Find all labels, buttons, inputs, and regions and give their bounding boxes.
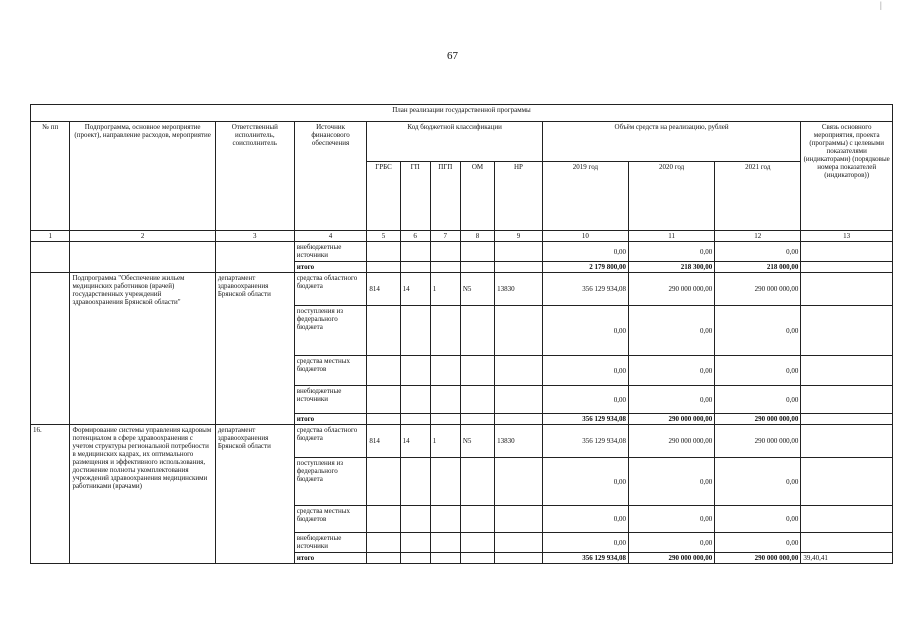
source-cell: средства местных бюджетов xyxy=(294,506,367,533)
value-cell: 0,00 xyxy=(629,386,715,414)
value-cell: 218 000,00 xyxy=(715,262,801,273)
value-cell: 0,00 xyxy=(542,386,628,414)
value-cell: 0,00 xyxy=(715,356,801,386)
table-row xyxy=(31,242,893,262)
value-cell: 0,00 xyxy=(542,306,628,356)
value-cell: 0,00 xyxy=(629,533,715,553)
kbk-gp: 14 xyxy=(400,425,430,458)
row-number: 16. xyxy=(31,425,70,564)
value-cell: 0,00 xyxy=(542,506,628,533)
header-om: ОМ xyxy=(460,162,494,231)
program-plan-table xyxy=(30,104,893,564)
table-row xyxy=(31,425,893,458)
value-cell: 290 000 000,00 xyxy=(629,425,715,458)
header-subprogram: Подпрограмма, основное мероприятие (проект), направление расходов, мероприятие xyxy=(70,122,215,231)
source-cell: средства областного бюджета xyxy=(294,273,367,306)
value-cell: 0,00 xyxy=(715,533,801,553)
kbk-pgp: 1 xyxy=(430,273,460,306)
table-row xyxy=(31,273,893,306)
colnum-cell: 4 xyxy=(294,231,367,242)
colnum-cell: 6 xyxy=(400,231,430,242)
source-cell: внебюджетные источники xyxy=(294,242,367,262)
colnum-cell: 8 xyxy=(460,231,494,242)
kbk-np: 13830 xyxy=(495,273,543,306)
value-cell: 290 000 000,00 xyxy=(715,553,801,564)
value-cell: 0,00 xyxy=(542,458,628,506)
value-cell: 0,00 xyxy=(542,356,628,386)
header-executor: Ответственный исполнитель, соисполнитель xyxy=(215,122,294,231)
value-cell: 0,00 xyxy=(715,506,801,533)
table-title: План реализации государственной программы xyxy=(31,105,893,122)
kbk-om: N5 xyxy=(460,425,494,458)
colnum-cell: 11 xyxy=(629,231,715,242)
source-cell: средства областного бюджета xyxy=(294,425,367,458)
value-cell: 218 300,00 xyxy=(629,262,715,273)
value-cell: 290 000 000,00 xyxy=(629,414,715,425)
value-cell: 0,00 xyxy=(629,506,715,533)
header-2020: 2020 год xyxy=(629,162,715,231)
source-cell: средства местных бюджетов xyxy=(294,356,367,386)
corner-mark: | xyxy=(880,0,882,10)
kbk-grbs: 814 xyxy=(367,273,400,306)
executor-cell: департамент здравоохранения Брянской области xyxy=(215,273,294,425)
value-cell: 356 129 934,08 xyxy=(542,425,628,458)
header-indicators-link: Связь основного мероприятия, проекта (программы) с целевыми показателями (индикаторами) (порядковые номера показателей (индикаторов)) xyxy=(801,122,893,231)
header-source: Источник финансового обеспечения xyxy=(294,122,367,231)
value-cell: 0,00 xyxy=(542,533,628,553)
header-np: НР xyxy=(495,162,543,231)
value-cell: 290 000 000,00 xyxy=(715,414,801,425)
value-cell: 0,00 xyxy=(715,242,801,262)
header-2019: 2019 год xyxy=(542,162,628,231)
source-cell: поступления из федерального бюджета xyxy=(294,458,367,506)
header-2021: 2021 год xyxy=(715,162,801,231)
colnum-cell: 5 xyxy=(367,231,400,242)
value-cell: 0,00 xyxy=(629,242,715,262)
header-pgp: ПГП xyxy=(430,162,460,231)
value-cell: 290 000 000,00 xyxy=(629,273,715,306)
kbk-pgp: 1 xyxy=(430,425,460,458)
source-cell: внебюджетные источники xyxy=(294,386,367,414)
kbk-grbs: 814 xyxy=(367,425,400,458)
value-cell: 356 129 934,08 xyxy=(542,273,628,306)
source-cell: внебюджетные источники xyxy=(294,533,367,553)
header-num: № пп xyxy=(31,122,70,231)
value-cell: 290 000 000,00 xyxy=(715,273,801,306)
value-cell: 0,00 xyxy=(629,458,715,506)
column-numbers-row xyxy=(31,231,893,242)
source-cell: итого xyxy=(294,262,367,273)
value-cell: 0,00 xyxy=(629,306,715,356)
subprogram-name: Подпрограмма "Обеспечение жильем медицинских работников (врачей) государственных учреждений здравоохранения Брянской области" xyxy=(70,273,215,425)
colnum-cell: 1 xyxy=(31,231,70,242)
colnum-cell: 7 xyxy=(430,231,460,242)
header-kbk: Код бюджетной классификации xyxy=(367,122,542,162)
kbk-np: 13830 xyxy=(495,425,543,458)
value-cell: 0,00 xyxy=(629,356,715,386)
value-cell: 290 000 000,00 xyxy=(715,425,801,458)
value-cell: 0,00 xyxy=(715,458,801,506)
indicators-link-cell: 39,40,41 xyxy=(801,553,893,564)
value-cell: 0,00 xyxy=(542,242,628,262)
value-cell: 356 129 934,08 xyxy=(542,553,628,564)
colnum-cell: 2 xyxy=(70,231,215,242)
value-cell: 356 129 934,08 xyxy=(542,414,628,425)
source-cell: поступления из федерального бюджета xyxy=(294,306,367,356)
value-cell: 2 179 800,00 xyxy=(542,262,628,273)
kbk-om: N5 xyxy=(460,273,494,306)
colnum-cell: 13 xyxy=(801,231,893,242)
header-volume: Объём средств на реализацию, рублей xyxy=(542,122,801,162)
header-grbs: ГРБС xyxy=(367,162,400,231)
source-cell: итого xyxy=(294,553,367,564)
header-gp: ГП xyxy=(400,162,430,231)
executor-cell: департамент здравоохранения Брянской области xyxy=(215,425,294,564)
value-cell: 290 000 000,00 xyxy=(629,553,715,564)
colnum-cell: 12 xyxy=(715,231,801,242)
page-number: 67 xyxy=(447,50,458,62)
colnum-cell: 10 xyxy=(542,231,628,242)
row-number xyxy=(31,273,70,425)
kbk-gp: 14 xyxy=(400,273,430,306)
value-cell: 0,00 xyxy=(715,306,801,356)
value-cell: 0,00 xyxy=(715,386,801,414)
colnum-cell: 9 xyxy=(495,231,543,242)
activity-name: Формирование системы управления кадровым потенциалом в сфере здравоохранения с учетом структуры региональной потребности в медицинских кадрах, их оптимального размещения и эффективного использования, достижение полноты укомплектования учреждений здравоохранения медицинскими работниками (врачами) xyxy=(70,425,215,564)
source-cell: итого xyxy=(294,414,367,425)
colnum-cell: 3 xyxy=(215,231,294,242)
